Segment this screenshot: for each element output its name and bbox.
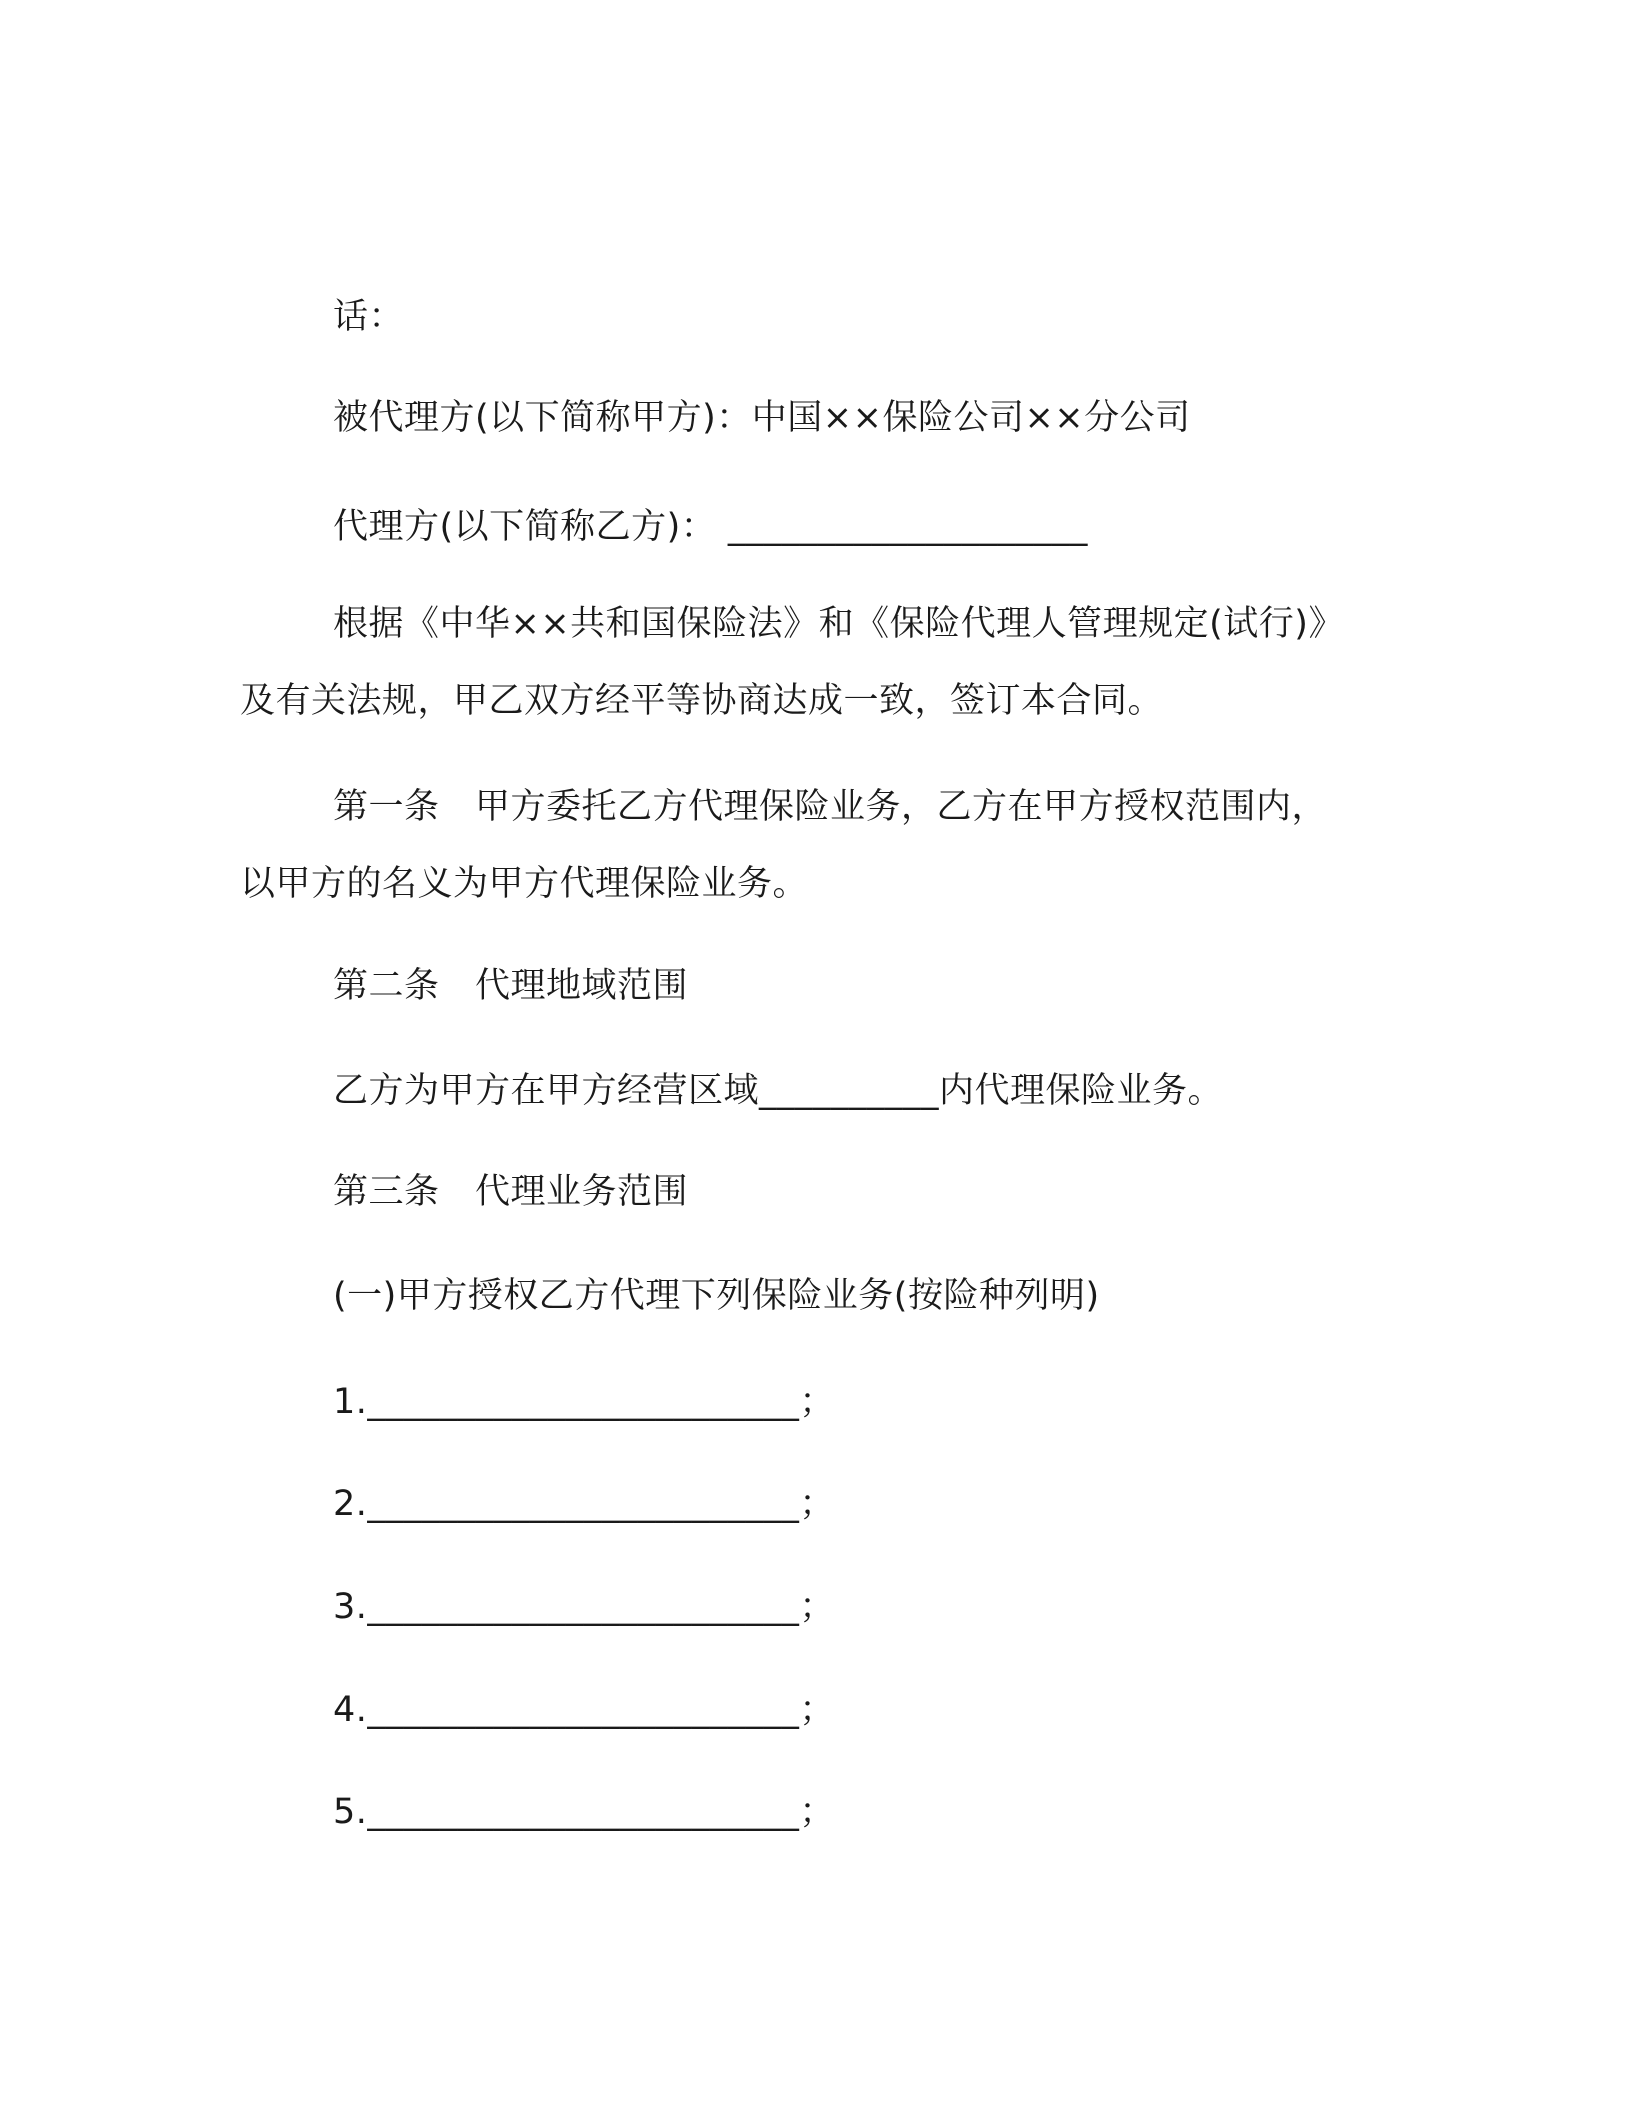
list-item-blank-5: 5.________________________； [333,1792,835,1832]
list-item-blank-2: 2.________________________； [333,1484,835,1524]
list-item-blank-1: 1.________________________； [333,1382,835,1422]
text-line-preamble-1: 根据《中华××共和国保险法》和《保险代理人管理规定(试行)》 [333,604,1344,644]
text-line-agent: 代理方(以下简称乙方)： ____________________ [333,507,1088,547]
text-line-article-2-heading: 第二条 代理地域范围 [333,966,689,1006]
text-line-principal: 被代理方(以下简称甲方)：中国××保险公司××分公司 [333,398,1191,438]
list-item-blank-4: 4.________________________； [333,1690,835,1730]
text-line-article-1-b: 以甲方的名义为甲方代理保险业务。 [240,864,809,904]
text-line-article-2-body: 乙方为甲方在甲方经营区域__________内代理保险业务。 [333,1071,1224,1111]
list-item-blank-3: 3.________________________； [333,1587,835,1627]
text-line-preamble-2: 及有关法规，甲乙双方经平等协商达成一致，签订本合同。 [240,681,1164,721]
text-line-phone-label: 话： [333,297,405,337]
text-line-article-3-item-intro: (一)甲方授权乙方代理下列保险业务(按险种列明) [333,1276,1100,1316]
text-line-article-3-heading: 第三条 代理业务范围 [333,1172,689,1212]
text-line-article-1-a: 第一条 甲方委托乙方代理保险业务，乙方在甲方授权范围内， [333,787,1328,827]
